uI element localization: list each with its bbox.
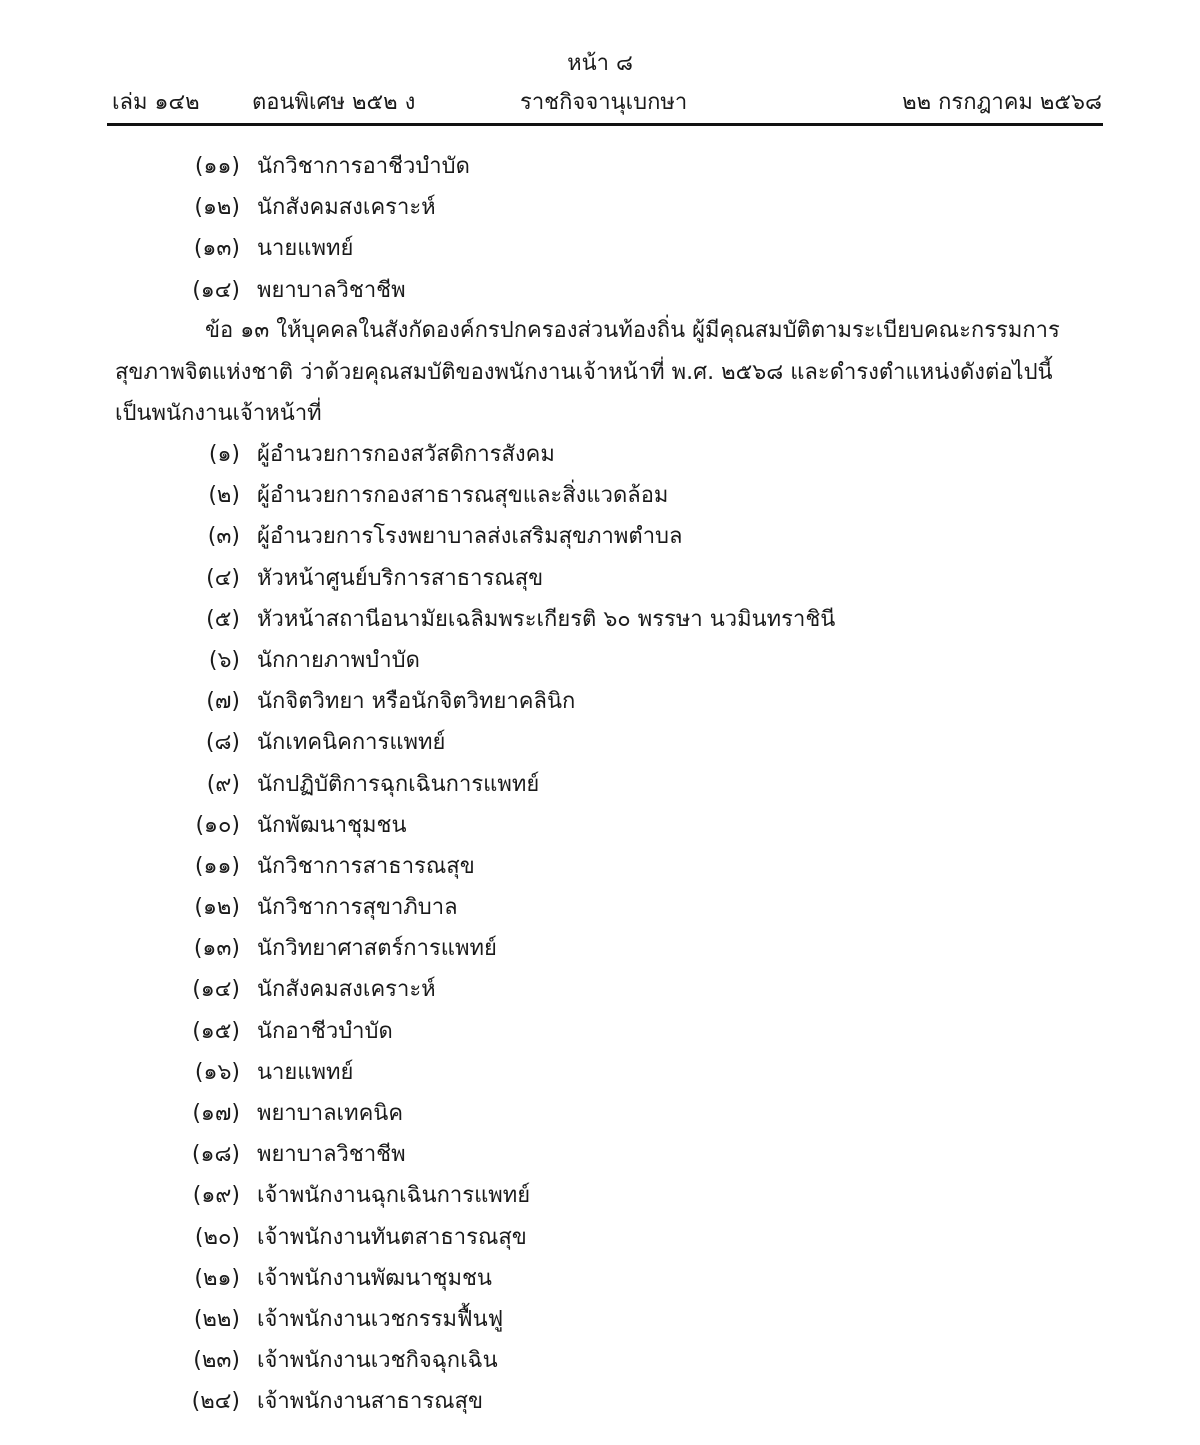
item-text: พยาบาลเทคนิค: [257, 1101, 404, 1126]
item-text: เจ้าพนักงานเวชกิจฉุกเฉิน: [257, 1348, 498, 1374]
item-number: (๓): [207, 524, 240, 550]
item-number: (๑): [208, 442, 240, 467]
item-number: (๙): [206, 771, 240, 797]
item-text: เจ้าพนักงานฉุกเฉินการแพทย์: [257, 1183, 531, 1209]
item-number: (๑๑): [194, 853, 240, 879]
item-text: นักพัฒนาชุมชน: [257, 812, 407, 838]
item-text: นักวิชาการสาธารณสุข: [257, 853, 475, 879]
item-number: (๑๒): [194, 195, 240, 221]
item-text: พยาบาลวิชาชีพ: [257, 1142, 406, 1168]
item-text: นักกายภาพบำบัด: [257, 647, 420, 673]
item-number: (๑๕): [192, 1018, 240, 1044]
clause-13-line-1: ข้อ ๑๓ ให้บุคคลในสังกัดองค์กรปกครองส่วนท้องถิ่น ผู้มีคุณสมบัติตามระเบียบคณะกรรมการ: [205, 318, 1060, 343]
clause-13-paragraph: [115, 310, 1095, 435]
item-text: หัวหน้าศูนย์บริการสาธารณสุข: [257, 565, 544, 591]
item-text: นักวิชาการสุขาภิบาล: [257, 895, 458, 921]
item-number: (๘): [205, 730, 240, 756]
issue-label: ตอนพิเศษ ๒๕๒ ง: [252, 90, 416, 115]
item-number: (๔): [206, 565, 240, 591]
item-number: (๕): [206, 606, 240, 632]
publication-title: ราชกิจจานุเบกษา: [520, 90, 688, 115]
item-text: เจ้าพนักงานเวชกรรมฟื้นฟู: [257, 1306, 504, 1332]
item-text: นักวิทยาศาสตร์การแพทย์: [257, 936, 497, 962]
item-text: นักจิตวิทยา หรือนักจิตวิทยาคลินิก: [257, 689, 576, 715]
publication-date: ๒๒ กรกฎาคม ๒๕๖๘: [902, 90, 1102, 115]
item-number: (๖): [208, 647, 240, 673]
page-number: หน้า ๘: [567, 51, 633, 76]
item-text: หัวหน้าสถานีอนามัยเฉลิมพระเกียรติ ๖๐ พรรษา นวมินทราชินี: [257, 606, 836, 632]
item-text: เจ้าพนักงานพัฒนาชุมชน: [257, 1265, 492, 1291]
item-number: (๑๔): [192, 277, 240, 303]
item-number: (๑๔): [192, 977, 240, 1003]
item-number: (๒๓): [193, 1348, 240, 1374]
item-text: นายแพทย์: [257, 1059, 354, 1085]
item-text: เจ้าพนักงานสาธารณสุข: [257, 1389, 484, 1415]
item-number: (๒๔): [191, 1389, 240, 1415]
item-number: (๑๓): [193, 236, 240, 262]
item-text: นักอาชีวบำบัด: [257, 1018, 393, 1044]
clause-13-line-3: เป็นพนักงานเจ้าหน้าที่: [115, 401, 322, 426]
item-text: นักสังคมสงเคราะห์: [257, 195, 436, 221]
item-text: พยาบาลวิชาชีพ: [257, 277, 406, 303]
item-number: (๑๓): [193, 936, 240, 962]
volume-label: เล่ม ๑๔๒: [112, 90, 200, 115]
gazette-header: [112, 86, 1102, 120]
item-text: นักสังคมสงเคราะห์: [257, 977, 436, 1003]
item-text: นายแพทย์: [257, 236, 354, 262]
item-text: ผู้อำนวยการโรงพยาบาลส่งเสริมสุขภาพตำบล: [257, 524, 683, 550]
item-text: เจ้าพนักงานทันตสาธารณสุข: [257, 1224, 527, 1250]
item-number: (๗): [206, 689, 240, 715]
item-number: (๑๖): [194, 1059, 240, 1085]
item-text: นักเทคนิคการแพทย์: [257, 730, 446, 756]
item-number: (๒๑): [194, 1265, 240, 1291]
item-number: (๒๒): [193, 1306, 240, 1332]
item-text: นักปฏิบัติการฉุกเฉินการแพทย์: [257, 771, 540, 797]
item-number: (๑๑): [194, 154, 240, 179]
item-number: (๑๒): [194, 895, 240, 921]
item-number: (๑๗): [192, 1101, 240, 1126]
item-number: (๒๐): [194, 1224, 240, 1250]
header-divider: [107, 123, 1103, 126]
item-number: (๑๙): [192, 1183, 240, 1209]
item-number: (๑๘): [191, 1142, 240, 1168]
item-text: นักวิชาการอาชีวบำบัด: [257, 154, 470, 179]
item-text: ผู้อำนวยการกองสวัสดิการสังคม: [257, 442, 555, 467]
item-number: (๑๐): [195, 812, 240, 838]
item-text: ผู้อำนวยการกองสาธารณสุขและสิ่งแวดล้อม: [257, 483, 669, 509]
item-number: (๒): [208, 483, 240, 509]
clause-13-line-2: สุขภาพจิตแห่งชาติ ว่าด้วยคุณสมบัติของพนักงานเจ้าหน้าที่ พ.ศ. ๒๕๖๘ และดำรงตำแหน่งดังต่อไปนี้: [115, 359, 1053, 385]
